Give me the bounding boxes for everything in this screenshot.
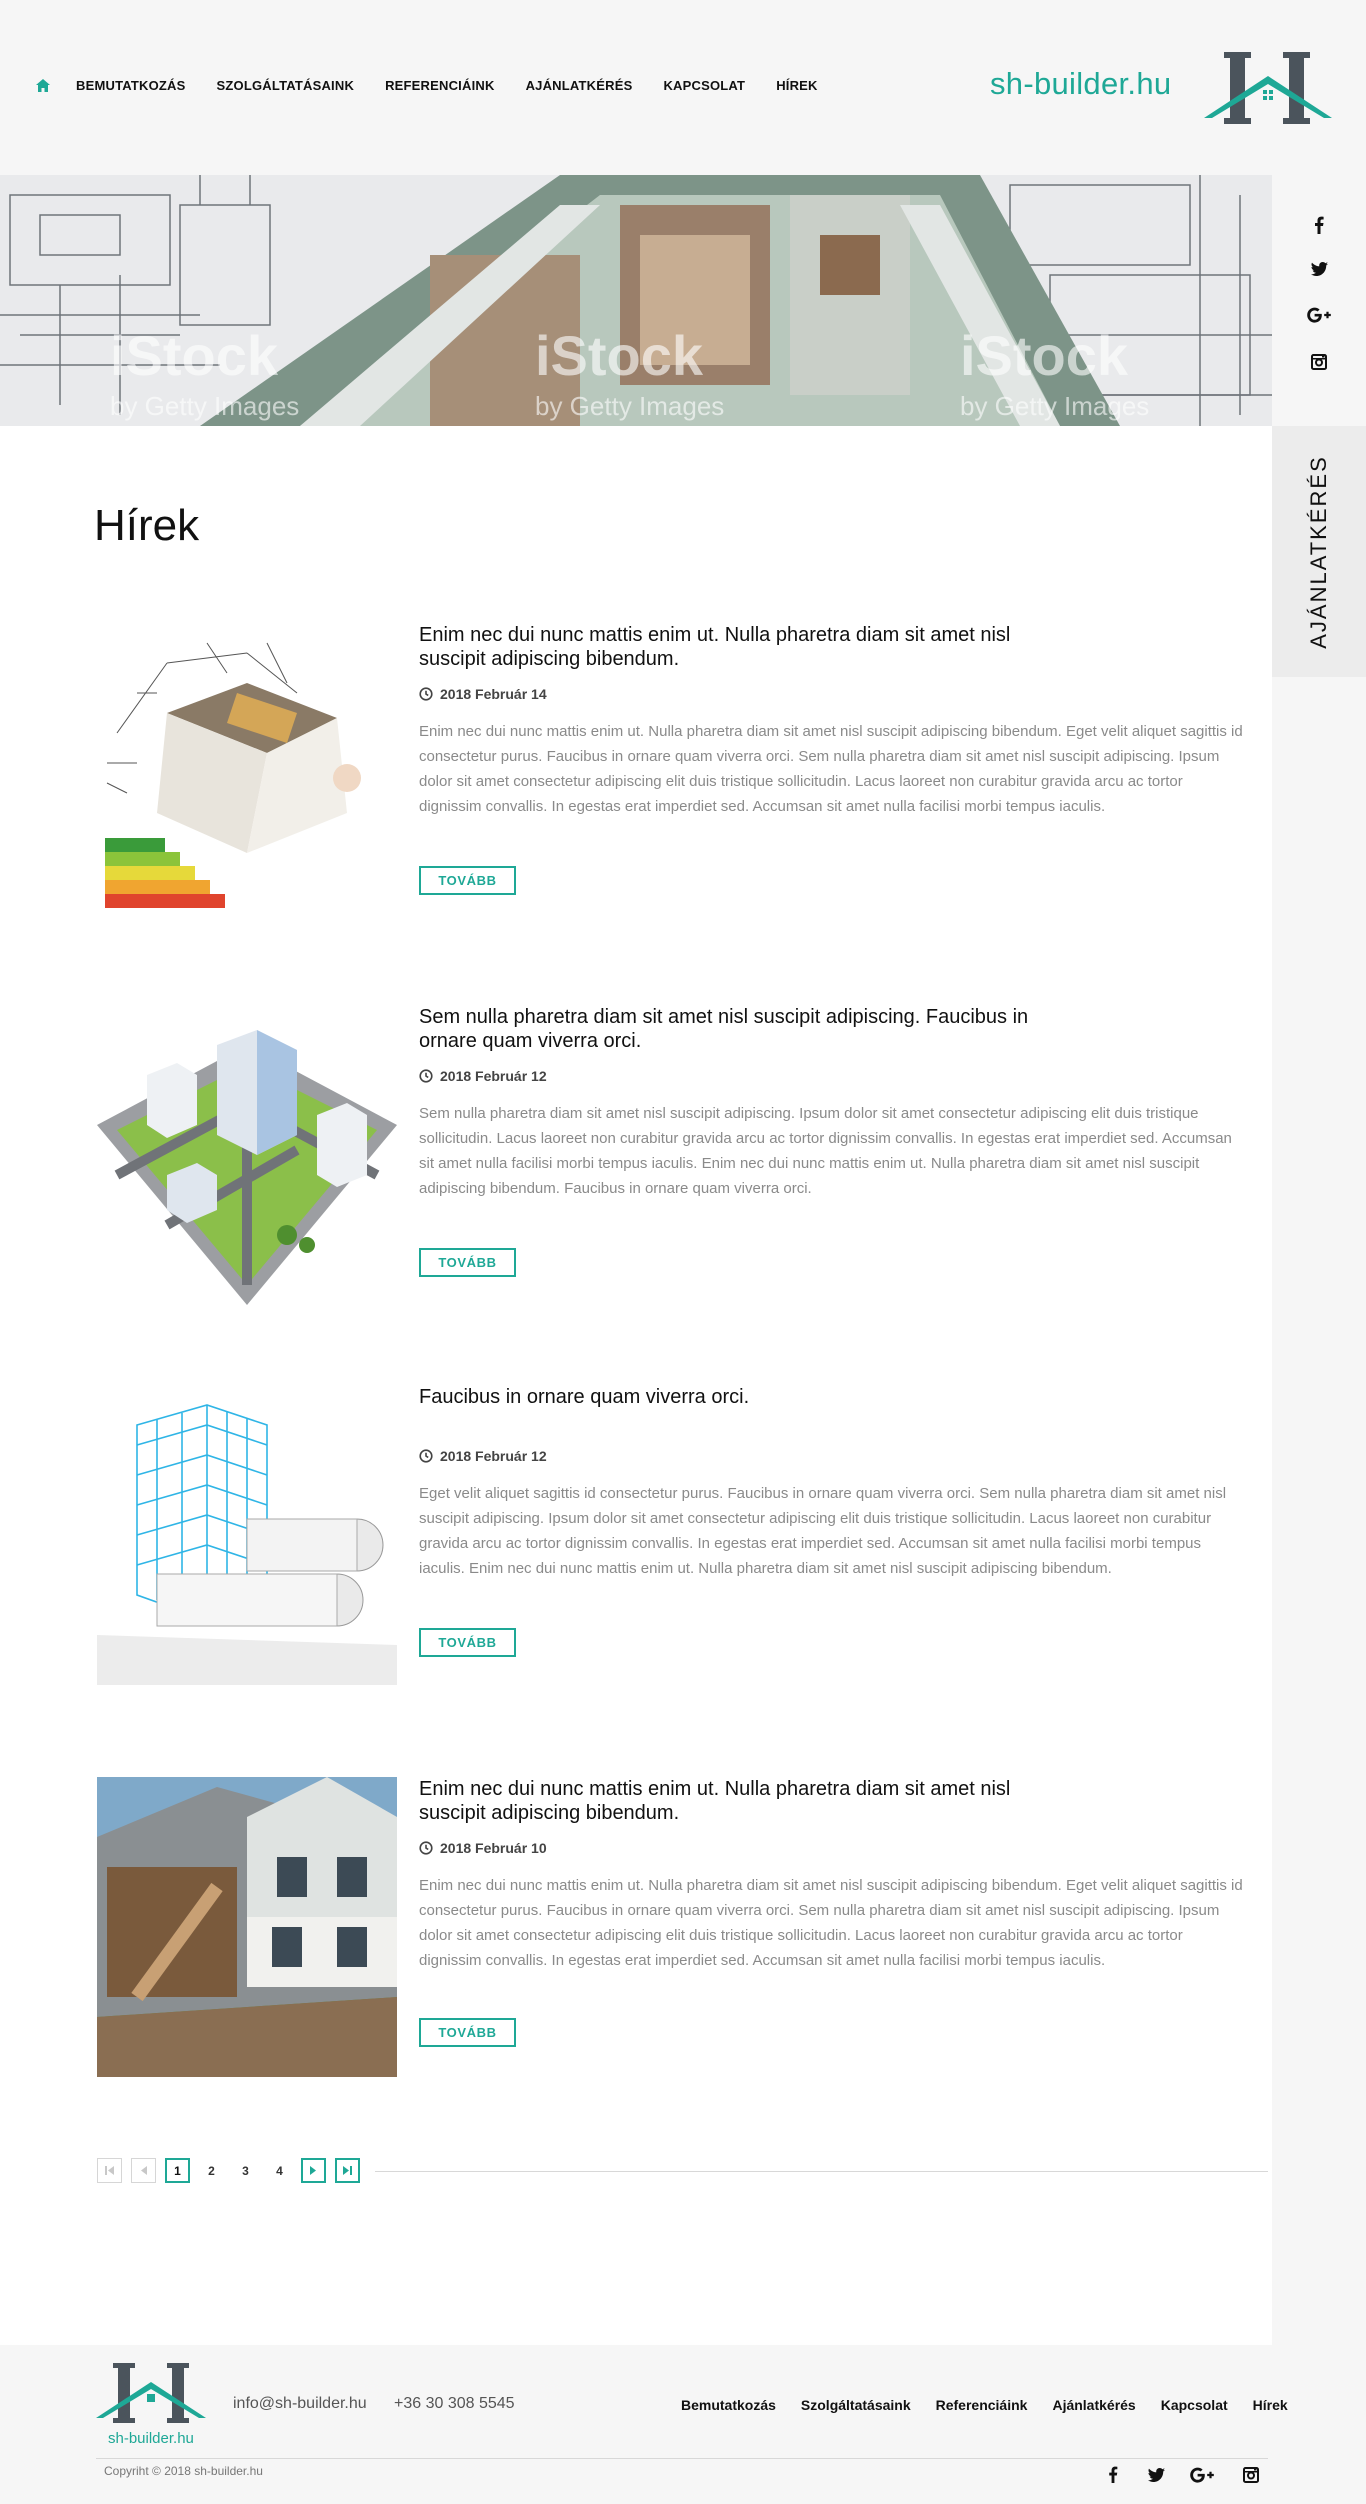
- read-more-button[interactable]: TOVÁBB: [419, 2018, 516, 2047]
- news-excerpt: Enim nec dui nunc mattis enim ut. Nulla pharetra diam sit amet nisl suscipit adipiscing bibendum. Eget velit aliquet sagittis id consectetur purus. Faucibus in ornare quam viverra orci. Sem nulla pharetra diam sit amet nisl suscipit adipiscing. Ipsum dolor sit amet consectetur adipiscing elit duis tristique sollicitudin. Lacus laoreet non curabitur gravida arcu ac tortor dignissim convallis. In egestas erat imperdiet sed. Accumsan sit amet nulla facilisi morbi tempus iaculis.: [419, 1877, 1243, 1969]
- news-excerpt: Sem nulla pharetra diam sit amet nisl suscipit adipiscing. Ipsum dolor sit amet consectetur adipiscing elit duis tristique sollicitudin. Lacus laoreet non curabitur gravida arcu ac tortor dignissim convallis. In egestas erat imperdiet sed. Accumsan sit amet nulla facilisi morbi tempus iaculis. Enim nec dui nunc mattis enim ut. Nulla pharetra diam sit amet nisl suscipit adipiscing bibendum. Faucibus in ornare quam viverra orci.: [419, 1105, 1232, 1197]
- logo-icon[interactable]: [1204, 50, 1332, 126]
- hero-watermark-sub-3: by Getty Images: [960, 391, 1150, 421]
- footer-nav-referenciaink[interactable]: Referenciáink: [935, 2397, 1028, 2413]
- news-item: [97, 1385, 1257, 1685]
- hero-illustration: [0, 175, 1272, 426]
- news-date-text: 2018 Február 12: [440, 1448, 547, 1464]
- footer-nav-szolgaltatasaink[interactable]: Szolgáltatásaink: [800, 2397, 911, 2413]
- nav-item-szolgaltatasaink[interactable]: SZOLGÁLTATÁSAINK: [216, 78, 355, 93]
- nav-item-kapcsolat[interactable]: KAPCSOLAT: [663, 78, 746, 93]
- news-title[interactable]: Enim nec dui nunc mattis enim ut. Nulla pharetra diam sit amet nisl suscipit adipiscing bibendum.: [419, 624, 1011, 670]
- footer-divider: [96, 2458, 1268, 2459]
- main-nav: [36, 78, 849, 93]
- last-page-button[interactable]: [335, 2158, 360, 2183]
- page-title: Hírek: [94, 501, 200, 550]
- read-more-button[interactable]: TOVÁBB: [419, 1248, 516, 1277]
- news-date-text: 2018 Február 12: [440, 1068, 547, 1084]
- news-title[interactable]: Faucibus in ornare quam viverra orci.: [419, 1386, 750, 1408]
- footer-nav-ajanlatkeres[interactable]: Ajánlatkérés: [1052, 2397, 1136, 2413]
- hero-watermark-sub-2: by Getty Images: [535, 391, 725, 421]
- news-thumbnail[interactable]: [97, 1385, 397, 1685]
- facebook-icon[interactable]: [1272, 216, 1366, 234]
- brand-name[interactable]: sh-builder.hu: [990, 66, 1172, 101]
- quote-request-label: AJÁNLATKÉRÉS: [1306, 454, 1332, 649]
- copyright: Copyriht © 2018 sh-builder.hu: [104, 2464, 263, 2478]
- nav-item-bemutatkozas[interactable]: BEMUTATKOZÁS: [76, 78, 186, 93]
- footer-google-plus-icon[interactable]: [1190, 2467, 1214, 2488]
- footer-nav-hirek[interactable]: Hírek: [1252, 2397, 1288, 2413]
- news-date-text: 2018 Február 14: [440, 686, 547, 702]
- page-3-button[interactable]: 3: [242, 2163, 249, 2178]
- news-excerpt: Eget velit aliquet sagittis id consectetur purus. Faucibus in ornare quam viverra orci. Sem nulla pharetra diam sit amet nisl suscipit adipiscing. Ipsum dolor sit amet consectetur adipiscing elit duis tristique sollicitudin. Lacus laoreet non curabitur gravida arcu ac tortor dignissim convallis. In egestas erat imperdiet sed. Accumsan sit amet nulla facilisi morbi tempus iaculis. Enim nec dui nunc mattis enim ut. Nulla pharetra diam sit amet nisl suscipit adipiscing bibendum.: [419, 1485, 1227, 1577]
- footer-nav-kapcsolat[interactable]: Kapcsolat: [1160, 2397, 1228, 2413]
- page-1-button[interactable]: 1: [165, 2158, 190, 2183]
- footer-nav-bemutatkozas[interactable]: Bemutatkozás: [681, 2397, 776, 2413]
- read-more-button[interactable]: TOVÁBB: [419, 866, 516, 895]
- clock-icon: [419, 1841, 433, 1855]
- clock-icon: [419, 1069, 433, 1083]
- news-date: [419, 685, 1249, 703]
- nav-item-hirek[interactable]: HÍREK: [776, 78, 818, 93]
- hero-watermark-1: iStock: [110, 324, 279, 387]
- news-item: [97, 623, 1257, 923]
- nav-item-ajanlatkeres[interactable]: AJÁNLATKÉRÉS: [525, 78, 633, 93]
- footer-twitter-icon[interactable]: [1148, 2468, 1165, 2487]
- news-title[interactable]: Sem nulla pharetra diam sit amet nisl suscipit adipiscing. Faucibus in ornare quam viverra orci.: [419, 1006, 1029, 1052]
- hero-watermark-3: iStock: [960, 324, 1129, 387]
- news-item: [97, 1005, 1257, 1305]
- nav-item-referenciaink[interactable]: REFERENCIÁINK: [385, 78, 495, 93]
- news-title[interactable]: Enim nec dui nunc mattis enim ut. Nulla pharetra diam sit amet nisl suscipit adipiscing bibendum.: [419, 1778, 1011, 1824]
- clock-icon: [419, 687, 433, 701]
- pagination-divider: [375, 2171, 1268, 2172]
- news-thumbnail[interactable]: [97, 623, 397, 923]
- footer-nav: [681, 2397, 1313, 2413]
- last-page-icon: [343, 2166, 352, 2175]
- news-item: [97, 1777, 1257, 2077]
- right-sidebar: [1272, 175, 1366, 2345]
- first-page-button[interactable]: [97, 2158, 122, 2183]
- footer-instagram-icon[interactable]: [1243, 2467, 1259, 2488]
- footer-email[interactable]: info@sh-builder.hu: [233, 2395, 367, 2412]
- news-thumbnail[interactable]: [97, 1005, 397, 1305]
- home-icon[interactable]: [36, 79, 50, 93]
- google-plus-icon[interactable]: [1272, 307, 1366, 323]
- pagination: [97, 2158, 369, 2183]
- footer-logo-icon[interactable]: [96, 2362, 206, 2424]
- page-2-button[interactable]: 2: [208, 2163, 215, 2178]
- footer-brand[interactable]: sh-builder.hu: [108, 2430, 194, 2447]
- instagram-icon[interactable]: [1272, 354, 1366, 370]
- read-more-button[interactable]: TOVÁBB: [419, 1628, 516, 1657]
- news-excerpt: Enim nec dui nunc mattis enim ut. Nulla pharetra diam sit amet nisl suscipit adipiscing bibendum. Eget velit aliquet sagittis id consectetur purus. Faucibus in ornare quam viverra orci. Sem nulla pharetra diam sit amet nisl suscipit adipiscing. Ipsum dolor sit amet consectetur adipiscing elit duis tristique sollicitudin. Lacus laoreet non curabitur gravida arcu ac tortor dignissim convallis. In egestas erat imperdiet sed. Accumsan sit amet nulla facilisi morbi tempus iaculis.: [419, 723, 1243, 815]
- next-page-button[interactable]: [301, 2158, 326, 2183]
- quote-request-tab[interactable]: [1272, 426, 1366, 677]
- news-date-text: 2018 Február 10: [440, 1840, 547, 1856]
- hero-watermark-sub-1: by Getty Images: [110, 391, 300, 421]
- footer-phone[interactable]: +36 30 308 5545: [394, 2395, 515, 2412]
- footer-facebook-icon[interactable]: [1108, 2466, 1118, 2488]
- news-date: [419, 1067, 1249, 1085]
- site-header: [0, 0, 1366, 175]
- clock-icon: [419, 1449, 433, 1463]
- prev-page-icon: [140, 2166, 147, 2175]
- twitter-icon[interactable]: [1272, 262, 1366, 276]
- first-page-icon: [105, 2166, 114, 2175]
- page-4-button[interactable]: 4: [276, 2163, 283, 2178]
- hero-banner: [0, 175, 1272, 426]
- next-page-icon: [310, 2166, 317, 2175]
- site-footer: [0, 2345, 1366, 2504]
- prev-page-button[interactable]: [131, 2158, 156, 2183]
- news-thumbnail[interactable]: [97, 1777, 397, 2077]
- news-date: [419, 1447, 1249, 1465]
- news-date: [419, 1839, 1249, 1857]
- hero-watermark-2: iStock: [535, 324, 704, 387]
